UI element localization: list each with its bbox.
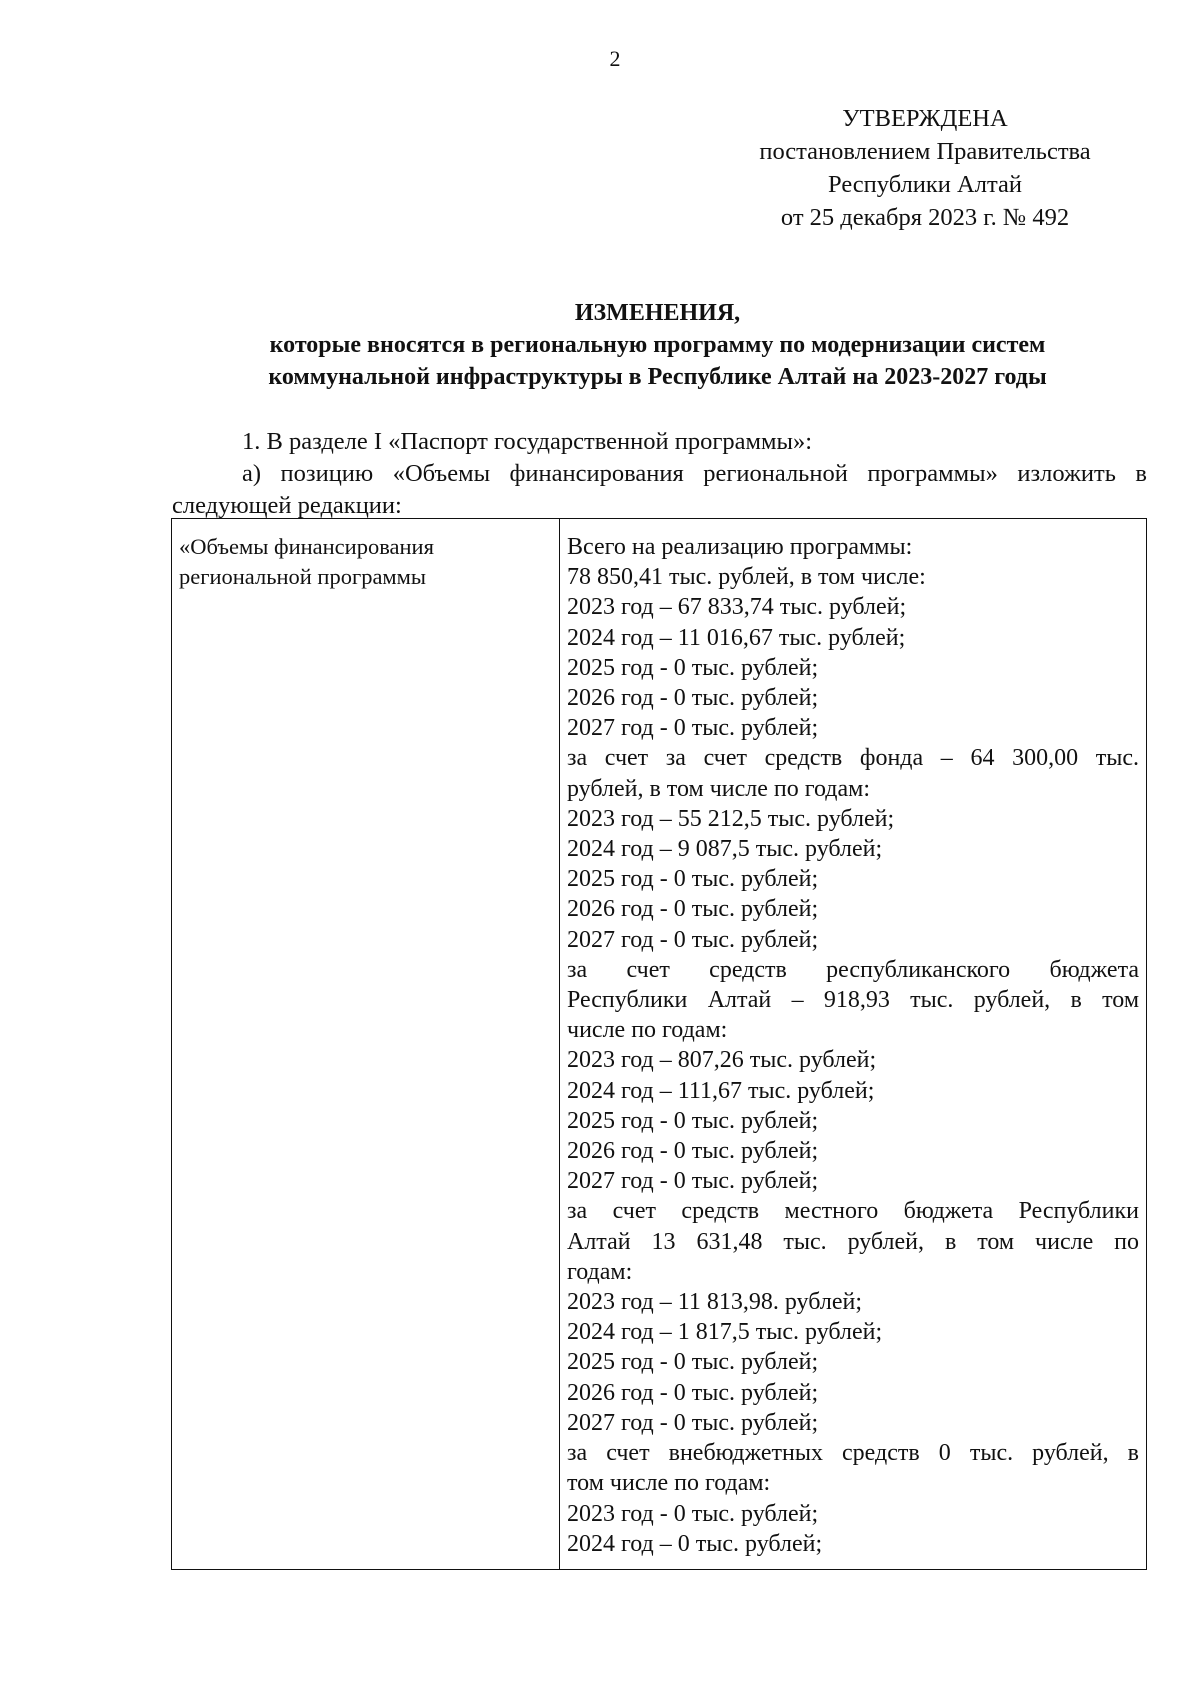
label-line-2: региональной программы: [179, 564, 427, 589]
value-line: 2024 год – 9 087,5 тыс. рублей;: [567, 836, 883, 863]
paragraph-item-1a: а) позицию «Объемы финансирования региональной программы» изложить в следующей редакции:: [172, 460, 1147, 519]
value-line: 2027 год - 0 тыс. рублей;: [567, 1168, 819, 1195]
value-line: 2023 год – 807,26 тыс. рублей;: [567, 1047, 877, 1074]
value-line: 2024 год – 111,67 тыс. рублей;: [567, 1077, 875, 1104]
value-line: Республики Алтай – 918,93 тыс. рублей, в том: [567, 987, 1139, 1014]
value-line: за счет средств республиканского бюджета: [567, 956, 1139, 983]
title-subtitle-line-2: коммунальной инфраструктуры в Республике Алтай на 2023-2027 годы: [268, 364, 1047, 390]
value-line: 2023 год – 67 833,74 тыс. рублей;: [567, 594, 907, 621]
value-line: 2024 год – 1 817,5 тыс. рублей;: [567, 1319, 883, 1346]
value-line: 2023 год – 11 813,98. рублей;: [567, 1289, 862, 1316]
funding-table-value-cell: [560, 519, 1146, 1569]
value-line: 2027 год - 0 тыс. рублей;: [567, 926, 819, 953]
value-line: Всего на реализацию программы:: [567, 534, 913, 560]
title-subtitle-line-1: которые вносятся в региональную программу по модернизации систем: [269, 332, 1046, 358]
value-line: 2025 год - 0 тыс. рублей;: [567, 1349, 819, 1376]
value-line: 2026 год - 0 тыс. рублей;: [567, 896, 819, 923]
value-line: 2025 год - 0 тыс. рублей;: [567, 866, 819, 893]
funding-table: [171, 518, 1147, 1570]
value-line: 2026 год - 0 тыс. рублей;: [567, 1138, 819, 1165]
value-line: 2025 год - 0 тыс. рублей;: [567, 654, 819, 681]
value-line: 2024 год – 0 тыс. рублей;: [567, 1530, 823, 1557]
value-line: 2025 год - 0 тыс. рублей;: [567, 1107, 819, 1134]
value-line: том числе по годам:: [567, 1470, 771, 1497]
value-line: за счет средств местного бюджета Республики: [567, 1198, 1139, 1225]
value-line: 2023 год – 55 212,5 тыс. рублей;: [567, 805, 895, 832]
value-line: 2024 год – 11 016,67 тыс. рублей;: [567, 624, 906, 651]
approval-heading: УТВЕРЖДЕНА: [842, 105, 1008, 132]
paragraph-item-1: 1. В разделе I «Паспорт государственной программы»:: [242, 428, 813, 455]
value-line: 2026 год - 0 тыс. рублей;: [567, 685, 819, 712]
approval-stamp-block: [720, 102, 1130, 234]
approval-resolution: постановлением Правительства: [759, 138, 1091, 165]
page-number: 2: [609, 46, 621, 71]
value-line: 2023 год - 0 тыс. рублей;: [567, 1500, 819, 1527]
value-line: 2026 год - 0 тыс. рублей;: [567, 1379, 819, 1406]
value-line: Алтай 13 631,48 тыс. рублей, в том числе по: [567, 1228, 1139, 1255]
approval-region: Республики Алтай: [828, 171, 1022, 198]
value-line: 2027 год - 0 тыс. рублей;: [567, 1409, 819, 1436]
approval-date-number: от 25 декабря 2023 г. № 492: [780, 204, 1070, 231]
value-line: рублей, в том числе по годам:: [567, 775, 870, 802]
funding-table-label-cell: [172, 519, 560, 1569]
value-line: 2027 год - 0 тыс. рублей;: [567, 715, 819, 742]
value-line: 78 850,41 тыс. рублей, в том числе:: [567, 564, 926, 591]
value-line: числе по годам:: [567, 1017, 728, 1044]
value-line: за счет внебюджетных средств 0 тыс. рублей, в: [567, 1440, 1139, 1467]
value-line: годам:: [567, 1258, 633, 1285]
value-line: за счет за счет средств фонда – 64 300,00 тыс.: [567, 745, 1139, 772]
document-title: [170, 297, 1145, 393]
title-heading: ИЗМЕНЕНИЯ,: [574, 300, 741, 326]
label-line-1: «Объемы финансирования: [179, 534, 434, 559]
